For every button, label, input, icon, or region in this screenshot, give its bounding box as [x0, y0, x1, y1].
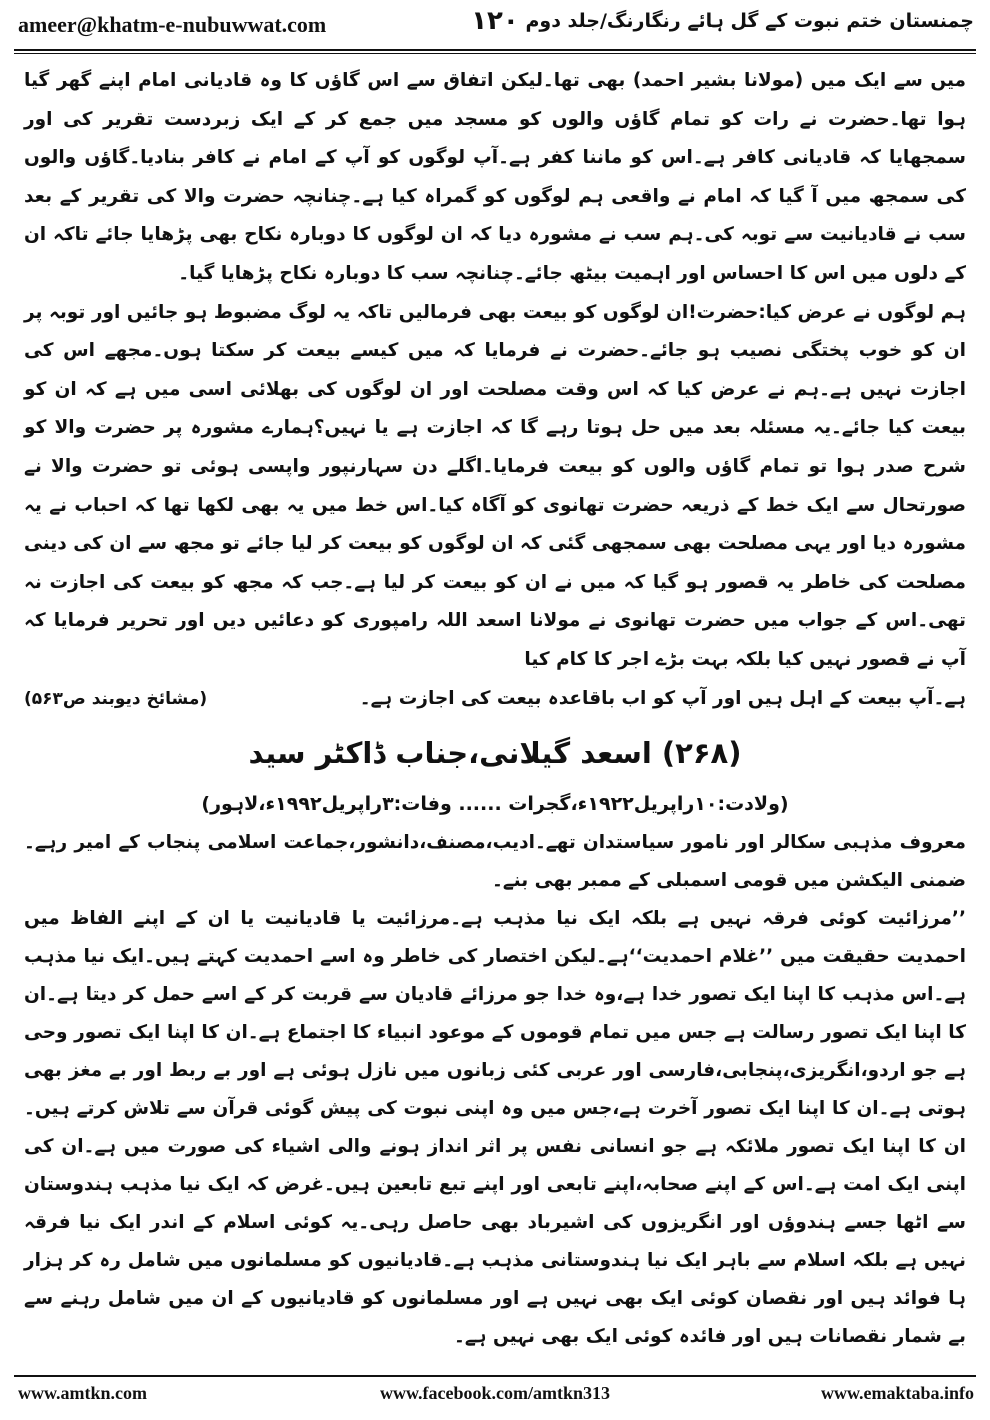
page-header [14, 0, 976, 50]
footer-link-amtkn[interactable]: www.amtkn.com [18, 1383, 147, 1403]
entry-dates: (ولادت:۱۰راپریل۱۹۲۲ء،گجرات ...... وفات:۳راپریل۱۹۹۲ء،لاہور) [201, 793, 789, 816]
book-title: چمنستان ختم نبوت کے گل ہائے رنگارنگ/جلد دوم [525, 10, 974, 32]
entry-quote: ’’مرزائیت کوئی فرقہ نہیں ہے بلکہ ایک نیا مذہب ہے۔مرزائیت یا قادیانیت یا ان کے اپنے الفاظ میں احمدیت حقیقت میں ’’غلام احمدیت‘‘ہے۔لیکن اختصار کی خاطر وہ اسے احمدیت کہتے ہیں۔ایک نیا مذہب ہے۔اس مذہب کا اپنا ایک تصور خدا ہے،وہ خدا جو مرزائے قادیان سے قربت کر کے اسے حمل کر دیتا ہے۔ان کا اپنا ایک تصور رسالت ہے جس میں تمام قوموں کے موعود انبیاء کا اجتماع ہے۔ان کا اپنا ایک تصور وحی ہے جو اردو،انگریزی،پنجابی،فارسی اور عربی کئی زبانوں میں نازل ہوئی ہے اور بے ربط اور بے مغز بھی ہوتی ہے۔ان کا اپنا ایک تصور آخرت ہے،جس میں وہ اپنی نبوت کی پیش گوئی قرآن سے تلاش کرتے ہیں۔ان کا اپنا ایک تصور ملائکہ ہے جو انسانی نفس پر اثر انداز ہونے والی اشیاء کی صورت میں ہے۔ان کی اپنی ایک امت ہے۔اس کے اپنے صحابہ،اپنے تابعی اور اپنے تبع تابعین ہیں۔غرض کہ ایک نیا مذہب ہندوستان سے اٹھا جسے ہندوؤں اور انگریزوں کی اشیرباد بھی حاصل رہی۔یہ کوئی اسلام کے اندر ایک نیا فرقہ نہیں ہے بلکہ اسلام سے باہر ایک نیا ہندوستانی مذہب ہے۔قادیانیوں کو مسلمانوں میں شامل رہ کر ہزار ہا فوائد ہیں اور نقصان کوئی ایک بھی نہیں ہے اور مسلمانوں کو قادیانیوں کے ان میں شامل رہنے سے بے شمار نقصانات ہیں اور فائدہ کوئی ایک بھی نہیں ہے۔ [24, 908, 966, 1348]
entry-heading: (۲۶۸) اسعد گیلانی،جناب ڈاکٹر سید [248, 736, 742, 771]
header-email[interactable]: ameer@khatm-e-nubuwwat.com [18, 12, 327, 37]
header-rule [14, 49, 976, 51]
paragraph-last-line: ہے۔آپ بیعت کے اہل ہیں اور آپ کو اب باقاعدہ بیعت کی اجازت ہے۔ [359, 687, 966, 709]
entry-intro: معروف مذہبی سکالر اور نامور سیاستدان تھے۔ادیب،مصنف،دانشور،جماعت اسلامی پنجاب کے امیر رہے۔ضمنی الیکشن میں قومی اسمبلی کے ممبر بھی بنے۔ [24, 832, 966, 892]
paragraph-bayat: ہم لوگوں نے عرض کیا:حضرت!ان لوگوں کو بیعت بھی فرمالیں تاکہ یہ لوگ مضبوط ہو جائیں اور توبہ پر ان کو خوب پختگی نصیب ہو جائے۔حضرت نے فرمایا کہ میں کیسے بیعت کر سکتا ہوں۔مجھے اس کی اجازت نہیں ہے۔ہم نے عرض کیا کہ اس وقت مصلحت اور ان لوگوں کی بھلائی اسی میں ہے کہ ان کو بیعت کیا جائے۔یہ مسئلہ بعد میں حل ہوتا رہے گا کہ اجازت ہے یا نہیں؟ہمارے مشورہ پر حضرت والا کو شرح صدر ہوا تو تمام گاؤں والوں کو بیعت فرمایا۔اگلے دن سہارنپور واپسی ہوئی تو حضرت والا نے صورتحال سے ایک خط کے ذریعہ حضرت تھانوی کو آگاہ کیا۔اس خط میں یہ بھی لکھا تھا کہ احباب نے یہ مشورہ دیا اور یہی مصلحت بھی سمجھی گئی کہ ان لوگوں کو بیعت کر لیا جائے تو مجھ سے ان کی دینی مصلحت کی خاطر یہ قصور ہو گیا کہ میں نے ان کو بیعت کر لیا ہے۔جب کہ مجھ کو بیعت کی اجازت نہ تھی۔اس کے جواب میں حضرت تھانوی نے مولانا اسعد اللہ رامپوری کو دعائیں دیں اور تحریر فرمایا کہ آپ نے قصور نہیں کیا بلکہ بہت بڑے اجر کا کام کیا [24, 301, 966, 670]
footer-link-emaktaba[interactable]: www.emaktaba.info [820, 1383, 974, 1403]
footer-rule [14, 1375, 976, 1377]
header-rule-thin [14, 53, 976, 54]
page-body [24, 62, 966, 1370]
paragraph-closing-line [24, 680, 966, 719]
footer-link-facebook[interactable]: www.facebook.com/amtkn313 [380, 1383, 610, 1403]
page-number: ۱۲۰ [471, 6, 519, 36]
paragraph-continuation: میں سے ایک میں (مولانا بشیر احمد) بھی تھا۔لیکن اتفاق سے اس گاؤں کا وہ قادیانی امام اپنے گھر گیا ہوا تھا۔حضرت نے رات کو تمام گاؤں والوں کو مسجد میں جمع کر کے ایک زبردست تقریر کی اور سمجھایا کہ قادیانی کافر ہے۔اس کو ماننا کفر ہے۔آپ لوگوں کو آپ کے امام نے کافر بنادیا۔گاؤں والوں کی سمجھ میں آ گیا کہ امام نے واقعی ہم لوگوں کو گمراہ کیا ہے۔چنانچہ حضرت والا کی تقریر کے بعد سب نے قادیانیت سے توبہ کی۔ہم سب نے مشورہ دیا کہ ان لوگوں کا دوبارہ نکاح بھی پڑھایا جائے تاکہ ان کے دلوں میں اس کا احساس اور اہمیت بیٹھ جائے۔چنانچہ سب کا دوبارہ نکاح پڑھایا گیا۔ [24, 70, 966, 284]
source-reference: (مشائخ دیوبند ص۵۶۳) [24, 688, 208, 709]
page-footer [14, 1383, 976, 1413]
